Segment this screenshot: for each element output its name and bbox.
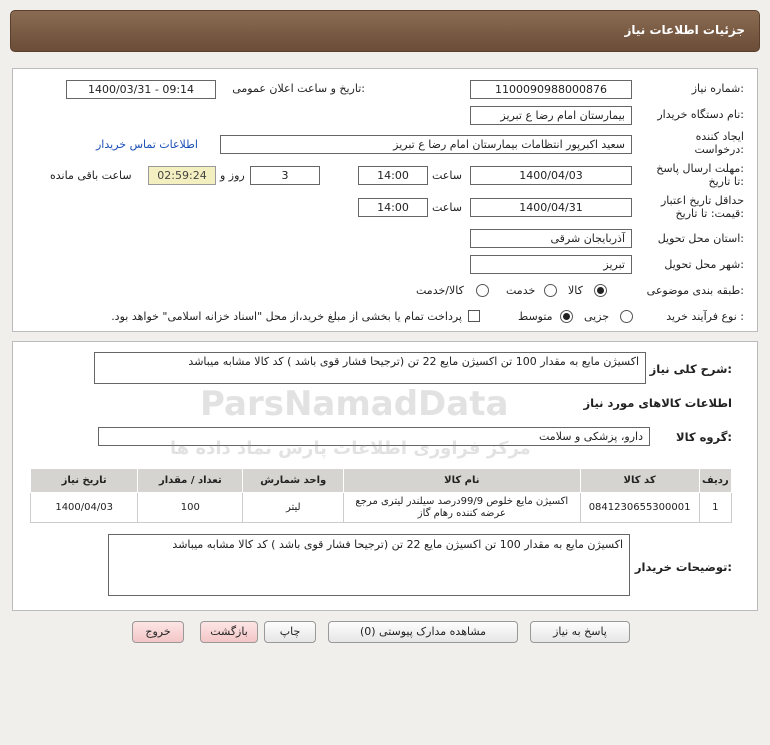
process-radio-medium[interactable] — [560, 310, 573, 323]
process-radio-minor[interactable] — [620, 310, 633, 323]
reply-time-label: ساعت — [432, 169, 462, 182]
col-unit-header: واحد شمارش — [243, 469, 344, 493]
process-label: نوع فرآیند خرید : — [666, 310, 744, 323]
remaining-time-label: ساعت باقی مانده — [50, 169, 132, 182]
cell-code: 0841230655300001 — [580, 493, 699, 523]
creator-label — [664, 130, 744, 156]
validity-time-label: ساعت — [432, 201, 462, 214]
cell-name: اکسیژن مایع خلوص 99/9درصد سیلندر لیتری مرجع عرضه کننده رهام گاز — [344, 493, 580, 523]
need-number-field: 1100090988000876 — [470, 80, 632, 99]
reply-deadline-label — [644, 162, 744, 188]
header-bar — [10, 10, 760, 52]
reply-days-field: 3 — [250, 166, 320, 185]
col-row-header: ردیف — [699, 469, 731, 493]
remaining-time-field: 02:59:24 — [148, 166, 216, 185]
category-label: طبقه بندی موضوعی: — [646, 284, 744, 297]
announce-label: تاریخ و ساعت اعلان عمومی: — [232, 82, 365, 95]
province-label: استان محل تحویل: — [657, 232, 744, 245]
validity-label-line2: قیمت: تا تاریخ: — [675, 207, 744, 220]
buyer-field: بیمارستان امام رضا ع تبریز — [470, 106, 632, 125]
validity-time-field: 14:00 — [358, 198, 428, 217]
buyer-notes-label: توضیحات خریدار: — [634, 560, 732, 574]
province-field: آذربایجان شرقی — [470, 229, 632, 248]
city-label: شهر محل تحویل: — [664, 258, 744, 271]
table-row — [31, 493, 732, 523]
reply-deadline-label-line2: تا تاریخ: — [708, 175, 744, 188]
page-title: جزئیات اطلاعات نیاز — [624, 23, 745, 37]
creator-field: سعید اکبرپور انتظامات بیمارستان امام رضا ع تبریز — [220, 135, 632, 154]
watermark-en: ParsNamadData — [200, 384, 509, 424]
category-option-goods-service: کالا/خدمت — [416, 284, 464, 297]
col-name-header: نام کالا — [344, 469, 580, 493]
col-date-header: تاریخ نیاز — [31, 469, 138, 493]
table-header-row — [31, 469, 732, 493]
validity-date-field: 1400/04/31 — [470, 198, 632, 217]
buyer-notes-field: اکسیژن مایع به مقدار 100 تن اکسیژن مایع 22 تن (ترجیحا فشار قوی باشد ) کد کالا مشابه میباشد — [108, 534, 630, 596]
watermark-fa: مرکز فراوری اطلاعات پارس نماد داده ها — [170, 438, 531, 459]
goods-group-label: گروه کالا: — [676, 430, 732, 444]
exit-button[interactable]: خروج — [132, 621, 184, 643]
cell-unit: لیتر — [243, 493, 344, 523]
print-button[interactable]: چاپ — [264, 621, 316, 643]
col-code-header: کد کالا — [580, 469, 699, 493]
validity-label-line1: حداقل تاریخ اعتبار — [660, 194, 744, 207]
goods-table — [30, 468, 732, 523]
city-field: تبریز — [470, 255, 632, 274]
need-number-label: شماره نیاز: — [691, 82, 744, 95]
cell-row-number: 1 — [699, 493, 731, 523]
reply-time-field: 14:00 — [358, 166, 428, 185]
buyer-label: نام دستگاه خریدار: — [657, 108, 744, 121]
creator-label-line2: درخواست: — [694, 143, 744, 156]
category-option-service: خدمت — [506, 284, 536, 297]
process-option-minor: جزیی — [584, 310, 610, 323]
treasury-payment-checkbox[interactable] — [468, 310, 480, 322]
summary-field: اکسیژن مایع به مقدار 100 تن اکسیژن مایع 22 تن (ترجیحا فشار قوی باشد ) کد کالا مشابه میباشد — [94, 352, 646, 384]
goods-group-field: دارو، پزشکی و سلامت — [98, 427, 650, 446]
col-quantity-header: تعداد / مقدار — [138, 469, 243, 493]
category-radio-service[interactable] — [544, 284, 557, 297]
announce-field: 1400/03/31 - 09:14 — [66, 80, 216, 99]
treasury-payment-note: پرداخت تمام یا بخشی از مبلغ خرید،از محل "اسناد خزانه اسلامی" خواهد بود. — [111, 310, 462, 323]
category-option-goods: کالا — [568, 284, 583, 297]
cell-quantity: 100 — [138, 493, 243, 523]
attachments-button[interactable]: مشاهده مدارک پیوستی (0) — [328, 621, 518, 643]
summary-label: شرح کلی نیاز: — [649, 362, 732, 376]
process-option-medium: متوسط — [518, 310, 553, 323]
reply-button[interactable]: پاسخ به نیاز — [530, 621, 630, 643]
reply-days-label: روز و — [220, 169, 245, 182]
category-radio-goods[interactable] — [594, 284, 607, 297]
cell-date: 1400/04/03 — [31, 493, 138, 523]
validity-label — [634, 194, 744, 220]
category-radio-goods-service[interactable] — [476, 284, 489, 297]
back-button[interactable]: بازگشت — [200, 621, 258, 643]
creator-label-line1: ایجاد کننده — [695, 130, 744, 143]
goods-section-title: اطلاعات کالاهای مورد نیاز — [583, 396, 732, 410]
reply-date-field: 1400/04/03 — [470, 166, 632, 185]
buyer-contact-link[interactable]: اطلاعات تماس خریدار — [96, 138, 198, 151]
reply-deadline-label-line1: مهلت ارسال پاسخ: — [656, 162, 744, 175]
